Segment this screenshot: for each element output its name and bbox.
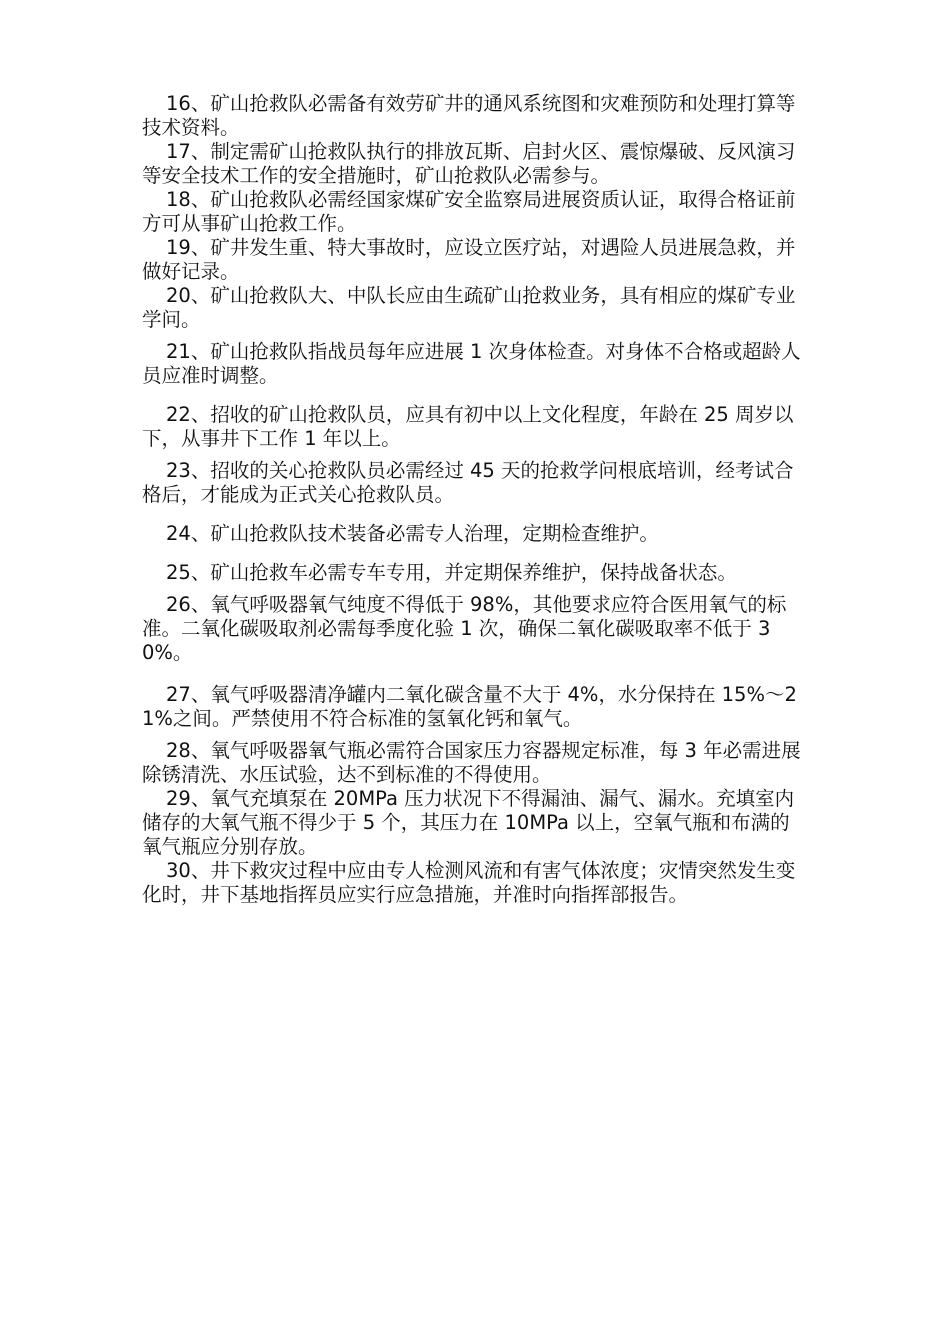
paragraph-18: 18、矿山抢救队必需经国家煤矿安全监察局进展资质认证，取得合格证前方可从事矿山抢救工作。 [142,188,796,235]
paragraph-28: 28、氧气呼吸器氧气瓶必需符合国家压力容器规定标准，每 3 年必需进展除锈清洗、水压试验，达不到标准的不得使用。 [142,739,801,786]
paragraph-25: 25、矿山抢救车必需专车专用，并定期保养维护，保持战备状态。 [166,561,737,584]
paragraph-29: 29、氧气充填泵在 20MPa 压力状况下不得漏油、漏气、漏水。充填室内储存的大氧气瓶不得少于 5 个，其压力在 10MPa 以上，空氧气瓶和布满的氧气瓶应分别存放。 [142,787,795,858]
paragraph-23: 23、招收的关心抢救队员必需经过 45 天的抢救学问根底培训，经考试合格后，才能成为正式关心抢救队员。 [142,459,794,506]
paragraph-26: 26、氧气呼吸器氧气纯度不得低于 98%，其他要求应符合医用氧气的标准。二氧化碳吸取剂必需每季度化验 1 次，确保二氧化碳吸取率不低于 30%。 [142,593,787,664]
paragraph-21: 21、矿山抢救队指战员每年应进展 1 次身体检查。对身体不合格或超龄人员应准时调整。 [142,340,801,387]
document-body [142,92,808,907]
paragraph-16: 16、矿山抢救队必需备有效劳矿井的通风系统图和灾难预防和处理打算等技术资料。 [142,92,796,139]
paragraph-19: 19、矿井发生重、特大事故时，应设立医疗站，对遇险人员进展急救，并做好记录。 [142,236,796,283]
paragraph-27: 27、氧气呼吸器清净罐内二氧化碳含量不大于 4%，水分保持在 15%～21%之间。严禁使用不符合标准的氢氧化钙和氧气。 [142,683,797,730]
paragraph-20: 20、矿山抢救队大、中队长应由生疏矿山抢救业务，具有相应的煤矿专业学问。 [142,284,796,331]
paragraph-17: 17、制定需矿山抢救队执行的排放瓦斯、启封火区、震惊爆破、反风演习等安全技术工作的安全措施时，矿山抢救队必需参与。 [142,140,796,187]
paragraph-24: 24、矿山抢救队技术装备必需专人治理，定期检查维护。 [166,522,659,545]
paragraph-22: 22、招收的矿山抢救队员，应具有初中以上文化程度，年龄在 25 周岁以下，从事井下工作 1 年以上。 [142,403,794,450]
paragraph-30: 30、井下救灾过程中应由专人检测风流和有害气体浓度；灾情突然发生变化时，井下基地指挥员应实行应急措施，并准时向指挥部报告。 [142,859,796,906]
